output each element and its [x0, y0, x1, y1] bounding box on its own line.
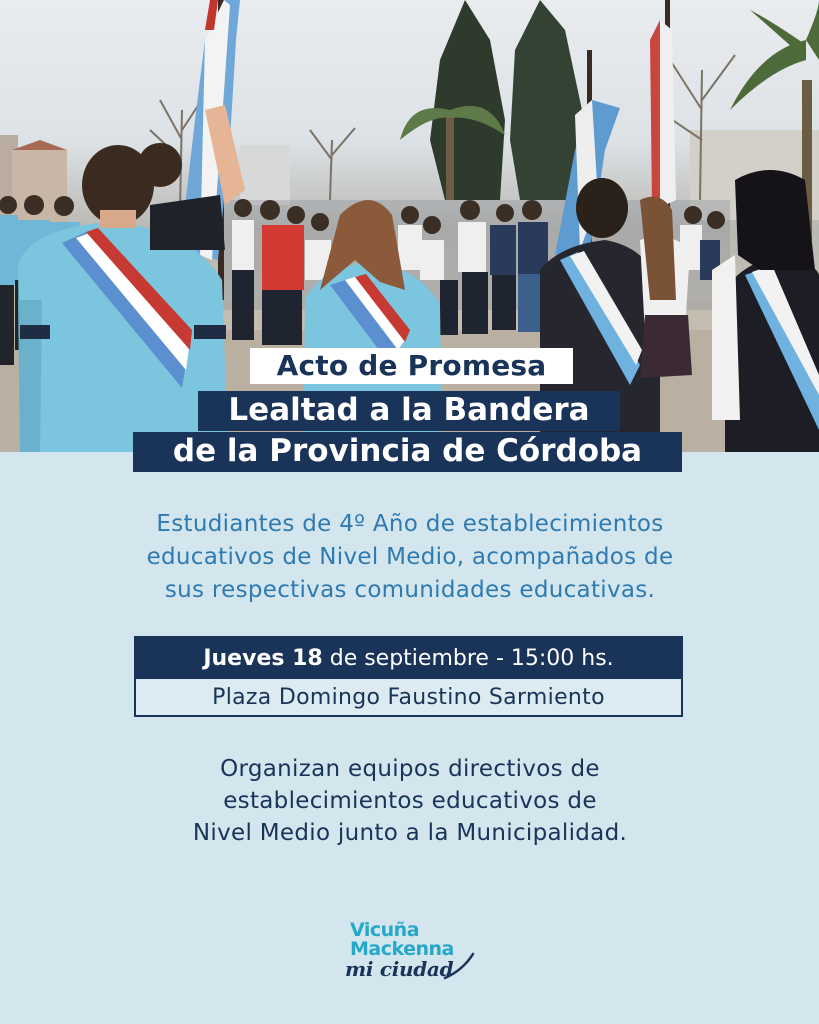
logo-swoosh-icon — [345, 918, 480, 984]
title-line-1: Acto de Promesa — [250, 348, 573, 384]
event-photo — [0, 0, 819, 452]
logo-line-2: Mackenna — [350, 938, 454, 960]
title-line-3: de la Provincia de Córdoba — [133, 432, 682, 472]
event-date-rest: de septiembre - 15:00 hs. — [322, 646, 614, 671]
intro-line-2: educativos de Nivel Medio, acompañados de — [146, 544, 674, 570]
event-date — [136, 638, 681, 679]
logo-line-3: mi ciudad — [345, 957, 454, 981]
municipality-logo — [345, 918, 480, 984]
intro-line-1: Estudiantes de 4º Año de establecimientos — [156, 511, 664, 537]
title-line-2: Lealtad a la Bandera — [198, 391, 620, 431]
intro-line-3: sus respectivas comunidades educativas. — [164, 577, 656, 603]
photo-illustration — [0, 0, 819, 452]
organizers-line-2: establecimientos educativos de — [223, 788, 597, 814]
organizers-line-1: Organizan equipos directivos de — [220, 756, 600, 782]
logo-line-1: Vicuña — [350, 919, 420, 941]
event-info-box — [134, 636, 683, 717]
organizers-line-3: Nivel Medio junto a la Municipalidad. — [192, 820, 628, 846]
organizers-text — [60, 753, 760, 849]
event-day: Jueves 18 — [203, 646, 323, 671]
event-place: Plaza Domingo Faustino Sarmiento — [212, 685, 605, 710]
intro-text — [60, 508, 760, 607]
